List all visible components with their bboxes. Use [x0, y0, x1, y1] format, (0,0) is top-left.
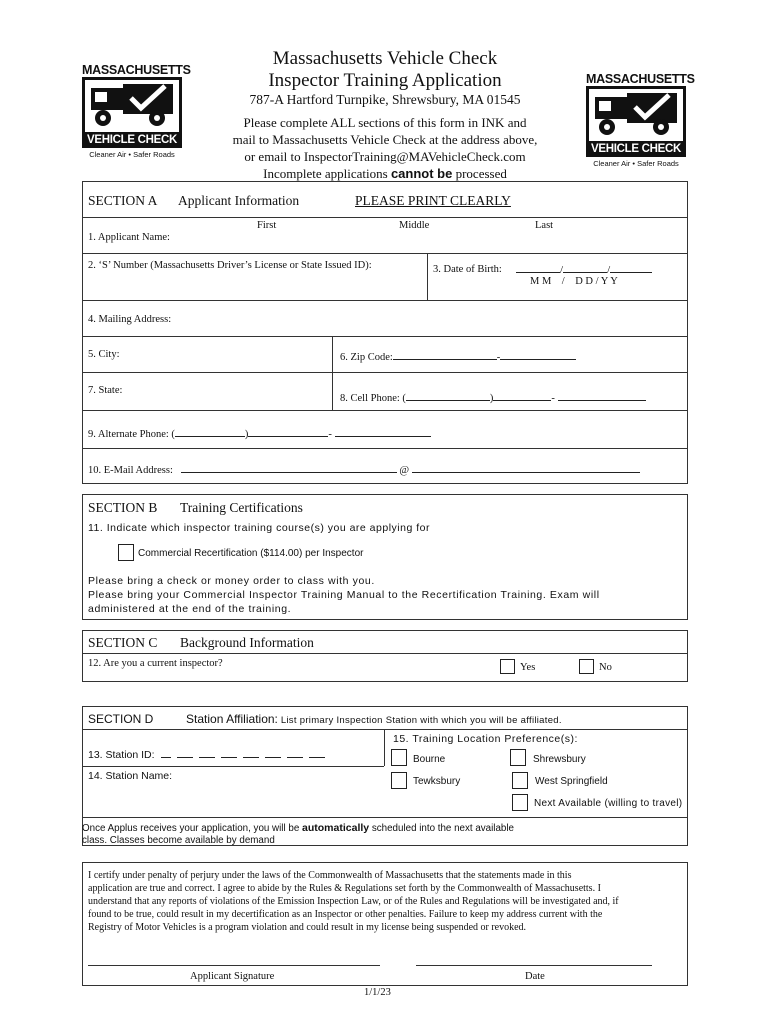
certification-text: I certify under penalty of perjury under the laws of the Commonwealth of Massachusetts that the statements made in this application are true and correct. I agree to abide by the Rules & Regulations set forth by the Commonwealth of Massachusetts. I understand that any reports of violations of the Emission Inspection Law, or of the Rules and Regulations will be investigated and, if found to be true, could result in my decertification as an Inspector or other penalties. Failure to keep my address current with the Registry of Motor Vehicles is a program violation and could result in my license being suspended or revoked.: [88, 870, 619, 933]
west-springfield-checkbox[interactable]: [512, 772, 528, 789]
state-field[interactable]: [130, 376, 326, 406]
commercial-recert-label: Commercial Recertification ($114.00) per Inspector: [138, 548, 364, 559]
zip-code-field[interactable]: 6. Zip Code: -: [340, 348, 576, 363]
mailing-address-label: 4. Mailing Address:: [88, 314, 172, 325]
section-d-subheading: Station Affiliation:: [186, 712, 278, 726]
alternate-phone-label: 9. Alternate Phone:: [88, 429, 169, 440]
city-field[interactable]: [130, 340, 326, 368]
form-title: [200, 48, 570, 92]
dob-field[interactable]: / /: [516, 261, 652, 276]
logo-badge: VEHICLE CHECK: [82, 132, 182, 148]
station-id-field[interactable]: [88, 746, 325, 761]
footer-date: 1/1/23: [364, 987, 391, 998]
state-label: 7. State:: [88, 385, 123, 396]
name-middle-label: Middle: [399, 220, 430, 231]
logo-badge: VEHICLE CHECK: [586, 141, 686, 157]
mailing-address-field[interactable]: [180, 304, 680, 332]
logo-left: [82, 63, 191, 159]
payment-note: Please bring a check or money order to class with you. Please bring your Commercial Inspector Training Manual to the Recertification Training. Exam will administered at the end of the training.: [88, 575, 600, 615]
alternate-phone-field[interactable]: 9. Alternate Phone: ( ) -: [88, 425, 431, 440]
date-label: Date: [525, 971, 545, 982]
s-number-label: 2. ‘S’ Number (Massachusetts Driver’s License or State Issued ID):: [88, 260, 372, 271]
cell-phone-field[interactable]: 8. Cell Phone: ( ) -: [340, 389, 646, 404]
section-c-subheading: Background Information: [180, 635, 314, 650]
dob-format: M M / D D / Y Y: [530, 276, 618, 287]
scheduling-notice: Once Applus receives your application, you will be automatically scheduled into the next available class. Classes become available by demand: [82, 822, 515, 846]
section-d-heading: SECTION D: [88, 712, 154, 726]
station-name-label: 14. Station Name:: [88, 770, 173, 782]
inspector-yes-label: Yes: [520, 662, 536, 673]
next-available-label: Next Available (willing to travel): [534, 798, 683, 809]
inspector-no-checkbox[interactable]: [579, 659, 594, 674]
date-line[interactable]: [416, 965, 652, 966]
print-clearly-note: PLEASE PRINT CLEARLY: [355, 193, 511, 208]
next-available-checkbox[interactable]: [512, 794, 528, 811]
commercial-recert-checkbox[interactable]: [118, 544, 134, 561]
logo-state-text: MASSACHUSETTS: [82, 63, 191, 77]
current-inspector-question: 12. Are you a current inspector?: [88, 658, 223, 669]
inspector-no-label: No: [599, 662, 612, 673]
section-c-heading: SECTION C: [88, 635, 158, 650]
name-first-label: First: [257, 220, 277, 231]
truck-checkmark-icon: [82, 77, 182, 132]
section-a-heading: SECTION A: [88, 193, 158, 208]
location-preference-label: 15. Training Location Preference(s):: [393, 733, 578, 745]
s-number-field[interactable]: [90, 274, 420, 296]
city-label: 5. City:: [88, 349, 120, 360]
tewksbury-checkbox[interactable]: [391, 772, 407, 789]
cell-phone-label: 8. Cell Phone:: [340, 393, 400, 404]
email-field[interactable]: 10. E-Mail Address: @: [88, 461, 640, 476]
shrewsbury-checkbox[interactable]: [510, 749, 526, 766]
signature-label: Applicant Signature: [190, 971, 275, 982]
logo-right: [586, 72, 695, 168]
mailing-address: 787-A Hartford Turnpike, Shrewsbury, MA 01545: [249, 92, 521, 107]
bourne-checkbox[interactable]: [391, 749, 407, 766]
section-d-note: List primary Inspection Station with which you will be affiliated.: [277, 715, 562, 726]
shrewsbury-label: Shrewsbury: [533, 754, 586, 765]
logo-tagline: Cleaner Air • Safer Roads: [593, 159, 679, 168]
dob-label: 3. Date of Birth:: [433, 264, 502, 275]
title-line-2: Inspector Training Application: [268, 70, 502, 91]
section-c: [82, 630, 688, 682]
west-springfield-label: West Springfield: [535, 776, 608, 787]
applicant-name-label: 1. Applicant Name:: [88, 232, 170, 243]
logo-state-text: MASSACHUSETTS: [586, 72, 695, 86]
applicant-name-field[interactable]: [190, 219, 680, 251]
instructions: Please complete ALL sections of this form in INK and mail to Massachusetts Vehicle Check at the address above, or email to InspectorTraining@MAVehicleCheck.com Incomplete applications cannot be processed: [232, 115, 538, 181]
station-id-label: 13. Station ID:: [88, 749, 155, 761]
name-last-label: Last: [535, 220, 554, 231]
tewksbury-label: Tewksbury: [413, 776, 461, 787]
station-name-field[interactable]: [180, 768, 380, 812]
email-label: 10. E-Mail Address:: [88, 465, 173, 476]
course-question: 11. Indicate which inspector training course(s) you are applying for: [88, 522, 430, 534]
title-line-1: Massachusetts Vehicle Check: [272, 48, 498, 69]
logo-tagline: Cleaner Air • Safer Roads: [89, 150, 175, 159]
section-d-title: [88, 712, 562, 726]
bourne-label: Bourne: [413, 754, 446, 765]
signature-line[interactable]: [88, 965, 380, 966]
section-a-subheading: Applicant Information: [178, 193, 300, 208]
truck-checkmark-icon: [586, 86, 686, 141]
section-b-heading: SECTION B: [88, 500, 158, 515]
zip-code-label: 6. Zip Code:: [340, 352, 393, 363]
inspector-yes-checkbox[interactable]: [500, 659, 515, 674]
section-b-subheading: Training Certifications: [180, 500, 303, 515]
